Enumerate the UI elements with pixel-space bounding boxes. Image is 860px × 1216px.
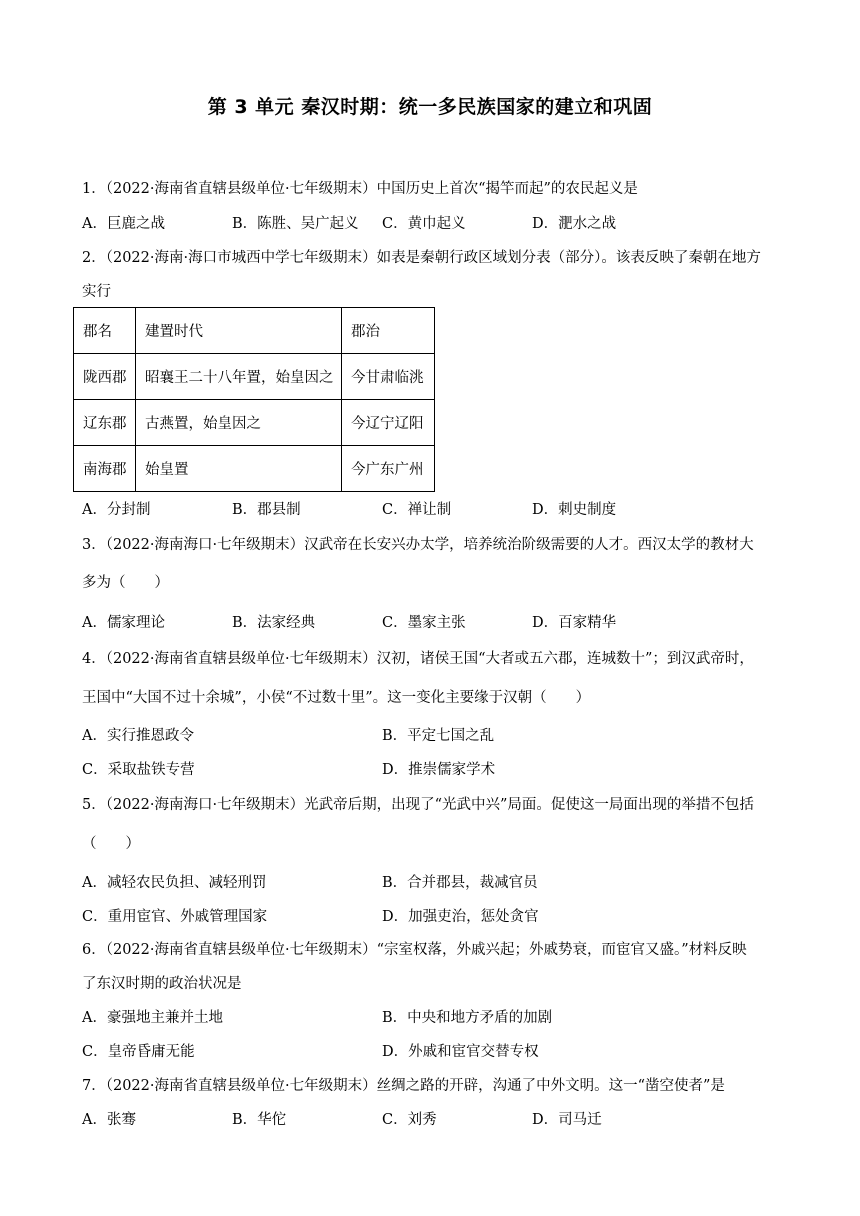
question-6-stem-cont: 了东汉时期的政治状况是 bbox=[82, 976, 242, 992]
table-header-cell: 郡名 bbox=[74, 308, 136, 354]
q5-option-a: A．减轻农民负担、减轻刑罚 bbox=[82, 875, 267, 891]
q4-option-b: B．平定七国之乱 bbox=[382, 728, 495, 744]
question-1-stem: 1．（2022·海南省直辖县级单位·七年级期末）中国历史上首次“揭竿而起”的农民起义是 bbox=[82, 181, 638, 197]
q2-option-c: C．禅让制 bbox=[382, 502, 452, 518]
question-2-stem: 2．（2022·海南·海口市城西中学七年级期末）如表是秦朝行政区域划分表（部分）。该表反映了秦朝在地方 bbox=[82, 250, 761, 266]
table-row bbox=[74, 354, 435, 400]
q1-option-c: C．黄巾起义 bbox=[382, 216, 466, 232]
table-header-row bbox=[74, 308, 435, 354]
question-3-stem: 3．（2022·海南海口·七年级期末）汉武帝在长安兴办太学，培养统治阶级需要的人才。西汉太学的教材大 bbox=[82, 537, 754, 553]
q4-option-a: A．实行推恩政令 bbox=[82, 728, 194, 744]
q3-option-a: A．儒家理论 bbox=[82, 615, 165, 631]
q5-option-d: D．加强吏治，惩处贪官 bbox=[382, 909, 539, 925]
admin-division-table bbox=[73, 307, 435, 492]
table-cell: 始皇置 bbox=[136, 446, 342, 492]
question-4-stem-cont: 王国中“大国不过十余城”，小侯“不过数十里”。这一变化主要缘于汉朝（ ） bbox=[82, 690, 591, 706]
q3-option-d: D．百家精华 bbox=[532, 615, 617, 631]
table-cell: 今广东广州 bbox=[342, 446, 435, 492]
question-5-stem-cont: （ ） bbox=[82, 836, 140, 852]
table-header-cell: 建置时代 bbox=[136, 308, 342, 354]
q7-option-d: D．司马迁 bbox=[532, 1112, 602, 1128]
q5-option-b: B．合并郡县，裁减官员 bbox=[382, 875, 538, 891]
question-3-stem-cont: 多为（ ） bbox=[82, 575, 169, 591]
table-cell: 辽东郡 bbox=[74, 400, 136, 446]
page-title: 第 3 单元 秦汉时期：统一多民族国家的建立和巩固 bbox=[207, 96, 653, 118]
q2-option-a: A．分封制 bbox=[82, 502, 151, 518]
q1-option-a: A．巨鹿之战 bbox=[82, 216, 165, 232]
q4-option-d: D．推崇儒家学术 bbox=[382, 762, 496, 778]
table-cell: 今辽宁辽阳 bbox=[342, 400, 435, 446]
q1-option-b: B．陈胜、吴广起义 bbox=[232, 216, 359, 232]
table-cell: 今甘肃临洮 bbox=[342, 354, 435, 400]
question-4-stem: 4．（2022·海南省直辖县级单位·七年级期末）汉初，诸侯王国“大者或五六郡，连城数十”；到汉武帝时， bbox=[82, 651, 754, 667]
q7-option-b: B．华佗 bbox=[232, 1112, 287, 1128]
table-cell: 陇西郡 bbox=[74, 354, 136, 400]
q7-option-c: C．刘秀 bbox=[382, 1112, 437, 1128]
q6-option-d: D．外戚和宦官交替专权 bbox=[382, 1044, 539, 1060]
question-6-stem: 6．（2022·海南省直辖县级单位·七年级期末）“宗室权落，外戚兴起；外戚势衰，而宦官又盛。”材料反映 bbox=[82, 942, 747, 958]
question-5-stem: 5．（2022·海南海口·七年级期末）光武帝后期，出现了“光武中兴”局面。促使这一局面出现的举措不包括 bbox=[82, 797, 754, 813]
q3-option-b: B．法家经典 bbox=[232, 615, 316, 631]
q3-option-c: C．墨家主张 bbox=[382, 615, 466, 631]
question-2-stem-cont: 实行 bbox=[82, 284, 111, 300]
table-cell: 古燕置，始皇因之 bbox=[136, 400, 342, 446]
table-row bbox=[74, 400, 435, 446]
q2-option-d: D．刺史制度 bbox=[532, 502, 617, 518]
table-header-cell: 郡治 bbox=[342, 308, 435, 354]
table-row bbox=[74, 446, 435, 492]
q2-option-b: B．郡县制 bbox=[232, 502, 301, 518]
table-cell: 昭襄王二十八年置，始皇因之 bbox=[136, 354, 342, 400]
q5-option-c: C．重用宦官、外戚管理国家 bbox=[82, 909, 268, 925]
q4-option-c: C．采取盐铁专营 bbox=[82, 762, 195, 778]
table-cell: 南海郡 bbox=[74, 446, 136, 492]
q6-option-a: A．豪强地主兼并土地 bbox=[82, 1010, 223, 1026]
q6-option-c: C．皇帝昏庸无能 bbox=[82, 1044, 195, 1060]
q6-option-b: B．中央和地方矛盾的加剧 bbox=[382, 1010, 553, 1026]
q7-option-a: A．张骞 bbox=[82, 1112, 136, 1128]
q1-option-d: D．淝水之战 bbox=[532, 216, 617, 232]
question-7-stem: 7．（2022·海南省直辖县级单位·七年级期末）丝绸之路的开辟，沟通了中外文明。这一“凿空使者”是 bbox=[82, 1078, 725, 1094]
